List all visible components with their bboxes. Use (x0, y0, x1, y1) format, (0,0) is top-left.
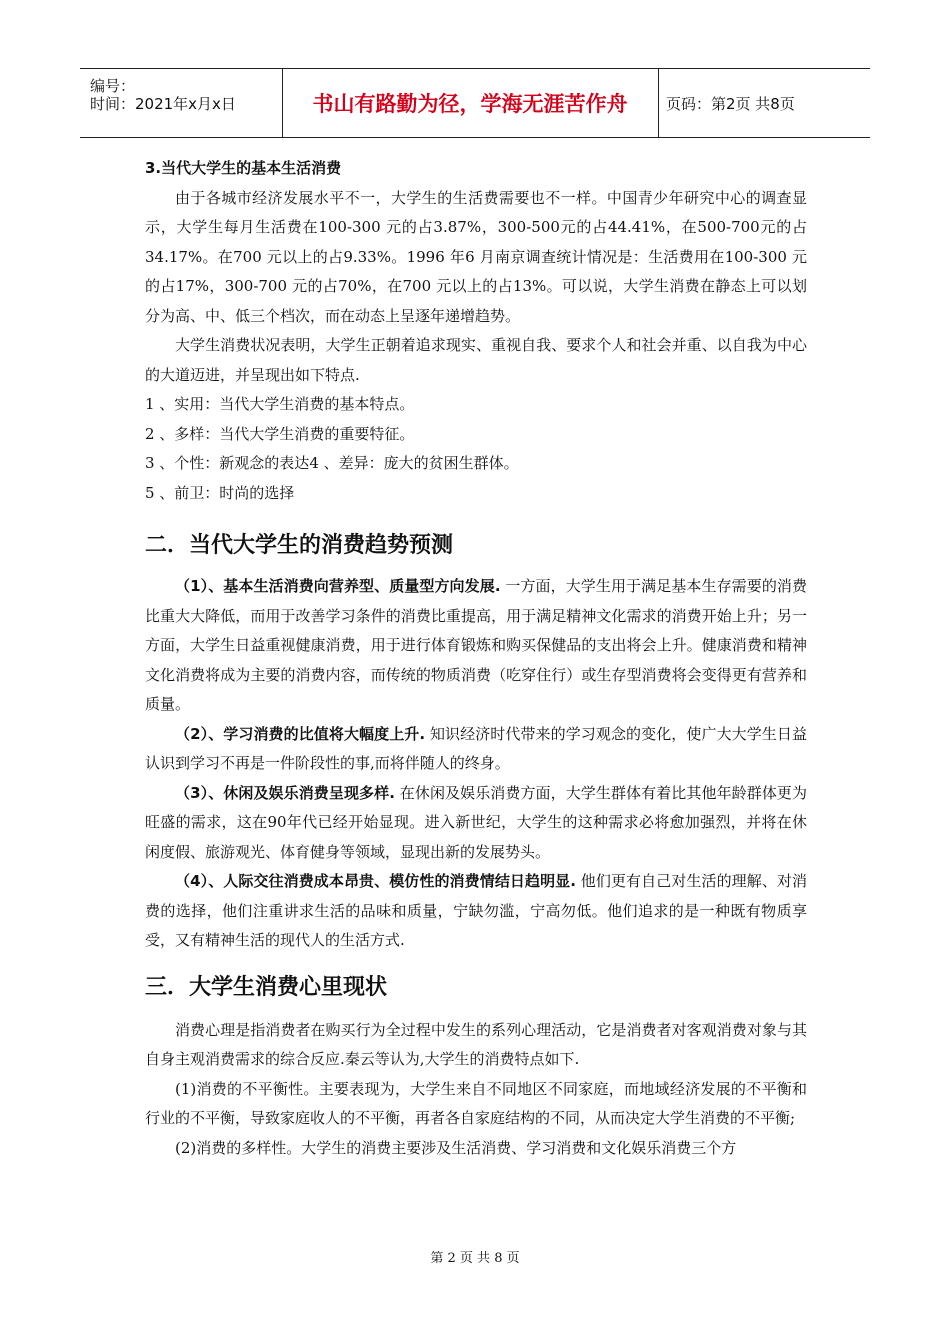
paragraph: 由于各城市经济发展水平不一，大学生的生活费需要也不一样。中国青少年研究中心的调查显示，大学生每月生活费在100-300 元的占3.87%，300-500元的占44.41%，在500-700元的占34.17%。在700 元以上的占9.33%。1996 年6 月南京调查统计情况是：生活费用在100-300 元的占17%，300-700 元的占70%，在700 元以上的占13%。可以说，大学生消费在静态上可以划分为高、中、低三个档次，而在动态上呈逐年递增趋势。 (145, 188, 807, 325)
trend-lead: （2）、学习消费的比值将大幅度上升. (175, 724, 426, 743)
paragraph: (1)消费的不平衡性。主要表现为，大学生来自不同地区不同家庭，而地域经济发展的不平衡和行业的不平衡，导致家庭收人的不平衡，再者各自家庭结构的不同，从而决定大学生消费的不平衡; (145, 1079, 807, 1127)
trend-paragraph (145, 779, 807, 868)
section-heading: 三．大学生消费心里现状 (145, 974, 388, 1000)
section-3-title: 3.当代大学生的基本生活消费 (145, 159, 342, 177)
trend-lead: （3）、休闲及娱乐消费呈现多样. (175, 783, 395, 802)
page-header (80, 68, 870, 138)
paragraph: (2)消费的多样性。大学生的消费主要涉及生活消费、学习消费和文化娱乐消费三个方 (175, 1138, 737, 1157)
trend-text: 一方面，大学生用于满足基本生存需要的消费比重大大降低，而用于改善学习条件的消费比重提高，用于满足精神文化需求的消费开始上升；另一方面，大学生日益重视健康消费，用于进行体育锻炼和购买保健品的支出将会上升。健康消费和精神文化消费将成为主要的消费内容，而传统的物质消费（吃穿住行）或生存型消费将会变得更有营养和质量。 (145, 577, 807, 713)
trend-text: 在休闲及娱乐消费方面，大学生群体有着比其他年龄群体更为旺盛的需求，这在90年代已经开始显现。进入新世纪，大学生的这种需求必将愈加强烈，并将在休闲度假、旅游观光、体育健身等领域，显现出新的发展势头。 (145, 783, 807, 861)
trend-paragraph (145, 720, 807, 779)
paragraph: 大学生消费状况表明，大学生正朝着追求现实、重视自我、要求个人和社会并重、以自我为中心的大道迈进，并呈现出如下特点. (145, 336, 807, 384)
trend-lead: （1）、基本生活消费向营养型、质量型方向发展. (175, 577, 501, 595)
header-divider (658, 69, 659, 137)
trend-paragraph (145, 572, 807, 720)
feature-item: 5 、前卫：时尚的选择 (145, 483, 295, 502)
header-motto: 书山有路勤为径，学海无涯苦作舟 (312, 92, 628, 116)
section-heading: 二．当代大学生的消费趋势预测 (145, 533, 454, 558)
feature-item: 2 、多样：当代大学生消费的重要特征。 (145, 424, 415, 443)
page-footer: 第 2 页 共 8 页 (430, 1251, 520, 1266)
time-label: 时间：2021年x月x日 (90, 95, 236, 113)
feature-item: 3 、个性：新观念的表达4 、差异：庞大的贫困生群体。 (145, 454, 519, 472)
header-meta (80, 69, 282, 137)
trend-paragraph (145, 867, 807, 956)
trend-lead: （4）、人际交往消费成本昂贵、模仿性的消费情结日趋明显. (175, 872, 576, 890)
trend-text: 他们更有自己对生活的理解、对消费的选择，他们注重讲求生活的品味和质量，宁缺勿滥，宁高勿低。他们追求的是一种既有物质享受，又有精神生活的现代人的生活方式. (145, 872, 808, 949)
header-page-code: 页码：第2页 共8页 (666, 94, 795, 113)
document-body (145, 154, 807, 1163)
feature-item: 1 、实用：当代大学生消费的基本特点。 (145, 395, 415, 413)
paragraph: 消费心理是指消费者在购买行为全过程中发生的系列心理活动，它是消费者对客观消费对象与其自身主观消费需求的综合反应.秦云等认为,大学生的消费特点如下. (145, 1020, 807, 1068)
number-label: 编号： (90, 77, 136, 95)
trend-text: 知识经济时代带来的学习观念的变化，使广大大学生日益认识到学习不再是一件阶段性的事,而将伴随人的终身。 (145, 724, 807, 772)
